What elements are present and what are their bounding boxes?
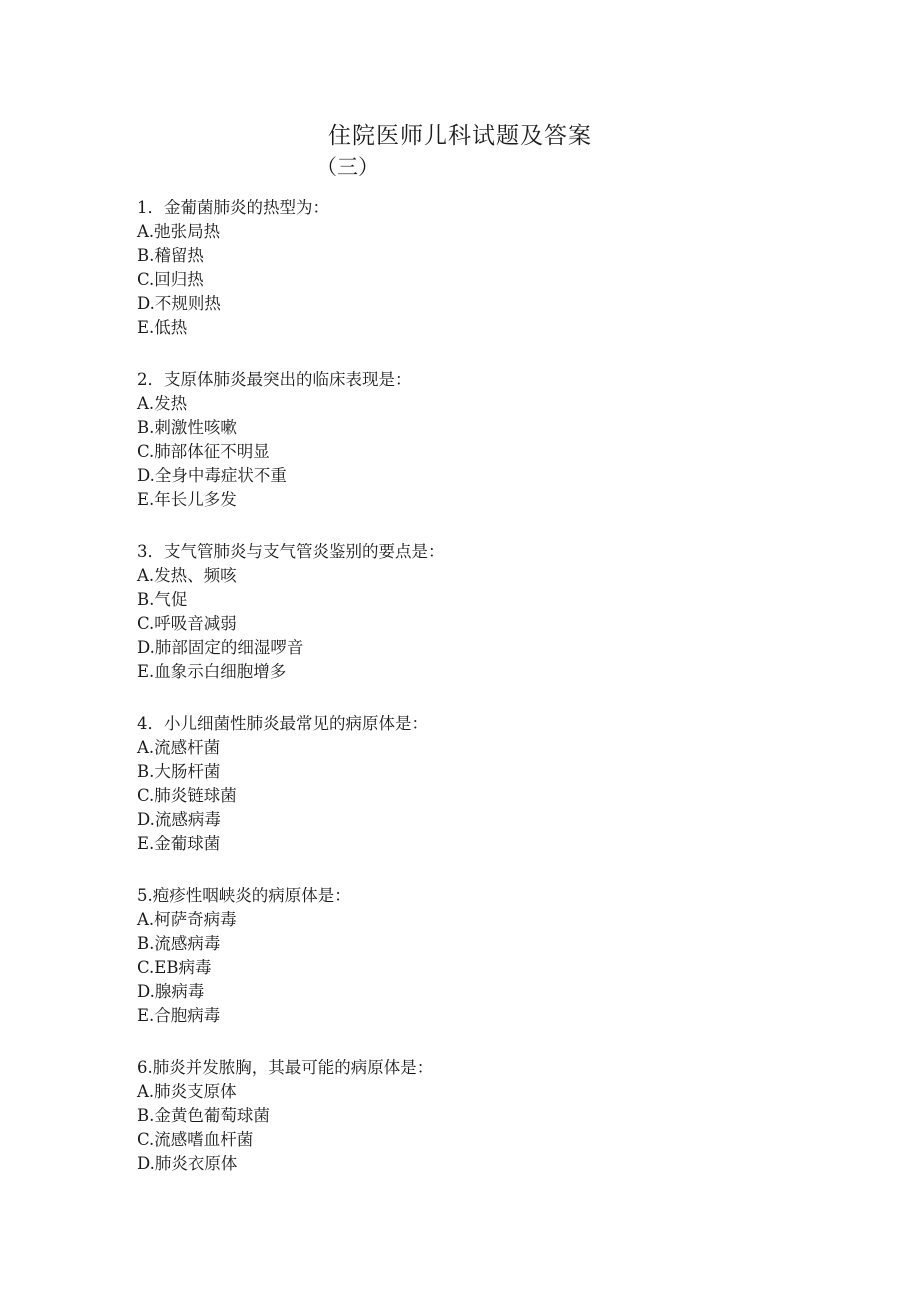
question-text: 1．金葡菌肺炎的热型为： bbox=[137, 198, 329, 217]
option-a: A.柯萨奇病毒 bbox=[137, 910, 237, 929]
option-d: D.流感病毒 bbox=[137, 810, 221, 829]
question-text: 2．支原体肺炎最突出的临床表现是： bbox=[137, 370, 412, 389]
question-6 bbox=[137, 1056, 837, 1176]
option-c: C.呼吸音减弱 bbox=[137, 614, 237, 633]
option-d: D.肺部固定的细湿啰音 bbox=[137, 638, 304, 657]
option-e: E.金葡球菌 bbox=[137, 834, 221, 853]
option-b: B.流感病毒 bbox=[137, 934, 221, 953]
option-d: D.腺病毒 bbox=[137, 982, 205, 1001]
document-title: 住院医师儿科试题及答案 bbox=[328, 123, 592, 149]
option-d: D.全身中毒症状不重 bbox=[137, 466, 287, 485]
question-text: 5.疱疹性咽峡炎的病原体是： bbox=[137, 886, 351, 905]
option-e: E.低热 bbox=[137, 318, 188, 337]
document-subtitle: （三） bbox=[316, 155, 379, 179]
option-a: A.弛张局热 bbox=[137, 222, 221, 241]
question-text: 6.肺炎并发脓胸，其最可能的病原体是： bbox=[137, 1058, 434, 1077]
option-c: C.流感嗜血杆菌 bbox=[137, 1130, 254, 1149]
option-d: D.不规则热 bbox=[137, 294, 221, 313]
question-list bbox=[137, 196, 837, 1204]
option-b: B.气促 bbox=[137, 590, 188, 609]
option-b: B.金黄色葡萄球菌 bbox=[137, 1106, 270, 1125]
option-c: C.肺部体征不明显 bbox=[137, 442, 270, 461]
option-d: D.肺炎衣原体 bbox=[137, 1154, 238, 1173]
option-a: A.发热、频咳 bbox=[137, 566, 237, 585]
option-e: E.合胞病毒 bbox=[137, 1006, 221, 1025]
option-c: C.肺炎链球菌 bbox=[137, 786, 237, 805]
question-text: 4．小儿细菌性肺炎最常见的病原体是： bbox=[137, 714, 428, 733]
option-a: A.流感杆菌 bbox=[137, 738, 221, 757]
question-1 bbox=[137, 196, 837, 340]
question-text: 3．支气管肺炎与支气管炎鉴别的要点是： bbox=[137, 542, 445, 561]
option-a: A.肺炎支原体 bbox=[137, 1082, 237, 1101]
question-5 bbox=[137, 884, 837, 1028]
option-b: B.大肠杆菌 bbox=[137, 762, 221, 781]
option-b: B.刺激性咳嗽 bbox=[137, 418, 237, 437]
question-3 bbox=[137, 540, 837, 684]
option-e: E.年长儿多发 bbox=[137, 490, 237, 509]
question-2 bbox=[137, 368, 837, 512]
option-c: C.回归热 bbox=[137, 270, 204, 289]
option-e: E.血象示白细胞增多 bbox=[137, 662, 287, 681]
option-b: B.稽留热 bbox=[137, 246, 204, 265]
option-a: A.发热 bbox=[137, 394, 188, 413]
option-c: C.EB病毒 bbox=[137, 958, 212, 977]
question-4 bbox=[137, 712, 837, 856]
